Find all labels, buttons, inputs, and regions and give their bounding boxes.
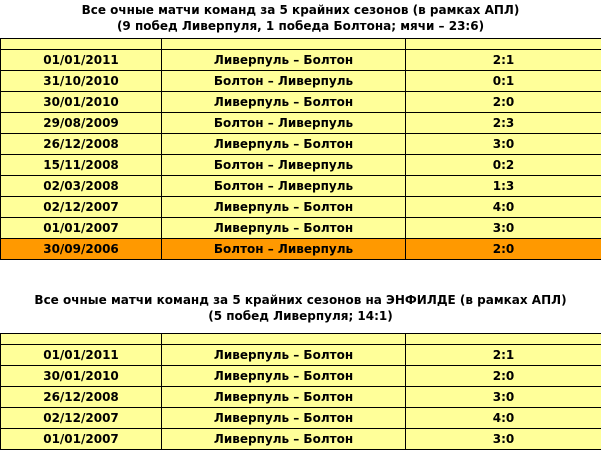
- date-cell: 30/01/2010: [1, 366, 162, 387]
- table-row: [1, 239, 601, 260]
- date-cell: 02/12/2007: [1, 197, 162, 218]
- score-cell: 0:1: [406, 71, 601, 92]
- match-cell: Болтон – Ливерпуль: [162, 155, 406, 176]
- score-cell: 0:2: [406, 155, 601, 176]
- date-cell: 26/12/2008: [1, 387, 162, 408]
- score-cell: 2:0: [406, 92, 601, 113]
- match-cell: Ливерпуль – Болтон: [162, 218, 406, 239]
- table-row: [1, 155, 601, 176]
- score-cell: 3:0: [406, 429, 601, 450]
- date-cell: 01/01/2007: [1, 218, 162, 239]
- date-cell: 02/12/2007: [1, 408, 162, 429]
- table-row: [1, 345, 601, 366]
- table-row: [1, 134, 601, 155]
- date-cell: 30/01/2010: [1, 92, 162, 113]
- table-row: [1, 113, 601, 134]
- table-row: [1, 429, 601, 450]
- table-spacer-row: [1, 334, 601, 345]
- table-row: [1, 197, 601, 218]
- spacer-cell: [1, 334, 162, 345]
- spacer-cell: [1, 39, 162, 50]
- match-cell: Болтон – Ливерпуль: [162, 113, 406, 134]
- date-cell: 01/01/2011: [1, 345, 162, 366]
- match-cell: Болтон – Ливерпуль: [162, 71, 406, 92]
- matches-table-anfield-body: [1, 334, 601, 450]
- table-row: [1, 387, 601, 408]
- match-cell: Болтон – Ливерпуль: [162, 176, 406, 197]
- date-cell: 26/12/2008: [1, 134, 162, 155]
- section-1-title-line1: Все очные матчи команд за 5 крайних сезонов (в рамках АПЛ): [81, 3, 520, 17]
- match-cell: Ливерпуль – Болтон: [162, 387, 406, 408]
- section-1-title-line2: (9 побед Ливерпуля, 1 победа Болтона; мячи – 23:6): [116, 19, 485, 33]
- spacer-cell: [406, 39, 601, 50]
- score-cell: 3:0: [406, 134, 601, 155]
- section-2-title-line2: (5 побед Ливерпуля; 14:1): [208, 309, 393, 323]
- date-cell: 15/11/2008: [1, 155, 162, 176]
- table-row: [1, 50, 601, 71]
- match-cell: Ливерпуль – Болтон: [162, 366, 406, 387]
- score-cell: 4:0: [406, 197, 601, 218]
- score-cell: 3:0: [406, 218, 601, 239]
- score-cell: 2:1: [406, 50, 601, 71]
- score-cell: 2:0: [406, 239, 601, 260]
- section-2-title-line1: Все очные матчи команд за 5 крайних сезонов на ЭНФИЛДЕ (в рамках АПЛ): [34, 293, 567, 307]
- score-cell: 2:3: [406, 113, 601, 134]
- matches-table-all-body: [1, 39, 601, 260]
- table-row: [1, 176, 601, 197]
- match-cell: Ливерпуль – Болтон: [162, 92, 406, 113]
- date-cell: 29/08/2009: [1, 113, 162, 134]
- section-1-title: [0, 2, 601, 34]
- date-cell: 01/01/2007: [1, 429, 162, 450]
- match-cell: Ливерпуль – Болтон: [162, 134, 406, 155]
- spacer-cell: [162, 39, 406, 50]
- match-cell: Ливерпуль – Болтон: [162, 197, 406, 218]
- table-row: [1, 71, 601, 92]
- date-cell: 31/10/2010: [1, 71, 162, 92]
- date-cell: 30/09/2006: [1, 239, 162, 260]
- matches-table-anfield: [0, 333, 601, 450]
- match-cell: Ливерпуль – Болтон: [162, 429, 406, 450]
- score-cell: 2:0: [406, 366, 601, 387]
- score-cell: 1:3: [406, 176, 601, 197]
- score-cell: 2:1: [406, 345, 601, 366]
- spacer-cell: [406, 334, 601, 345]
- table-spacer-row: [1, 39, 601, 50]
- score-cell: 4:0: [406, 408, 601, 429]
- match-cell: Болтон – Ливерпуль: [162, 239, 406, 260]
- match-cell: Ливерпуль – Болтон: [162, 408, 406, 429]
- date-cell: 02/03/2008: [1, 176, 162, 197]
- spacer-cell: [162, 334, 406, 345]
- score-cell: 3:0: [406, 387, 601, 408]
- matches-table-all: [0, 38, 601, 260]
- match-cell: Ливерпуль – Болтон: [162, 50, 406, 71]
- section-2-title: [0, 292, 601, 324]
- table-row: [1, 408, 601, 429]
- table-row: [1, 218, 601, 239]
- date-cell: 01/01/2011: [1, 50, 162, 71]
- table-row: [1, 366, 601, 387]
- match-cell: Ливерпуль – Болтон: [162, 345, 406, 366]
- table-row: [1, 92, 601, 113]
